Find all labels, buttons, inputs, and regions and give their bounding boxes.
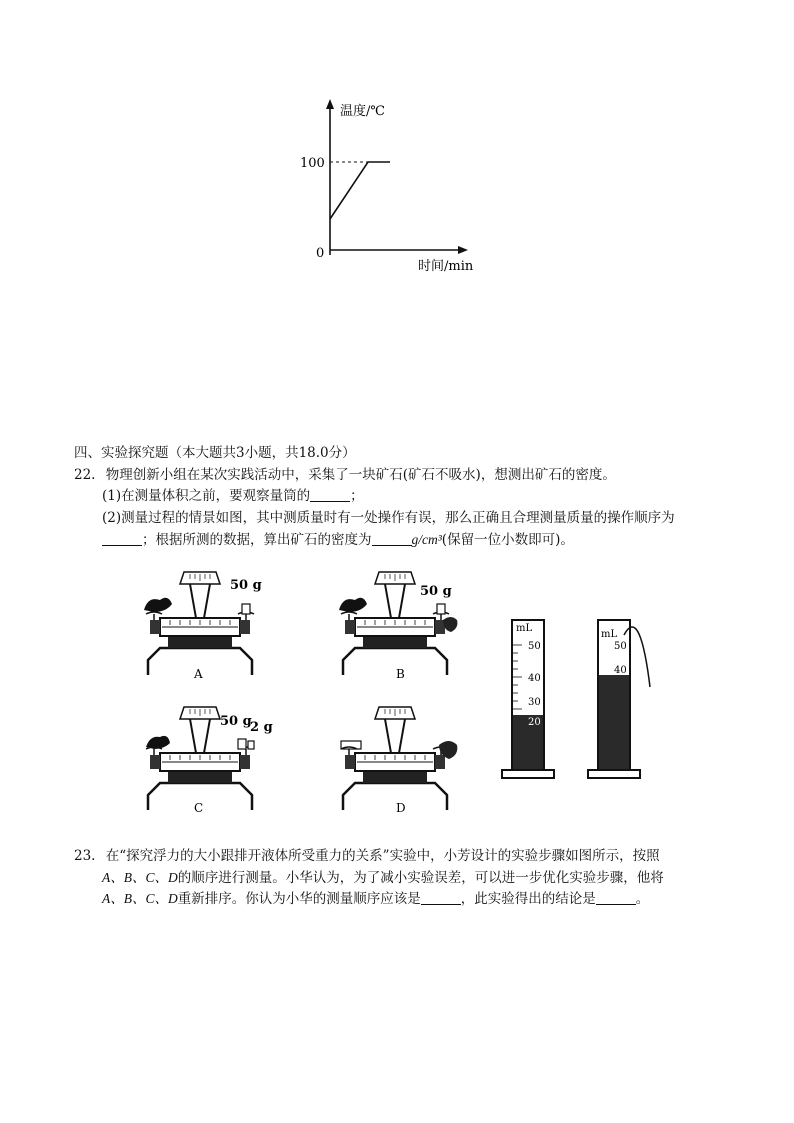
figure-a-label: A — [194, 667, 203, 681]
cylinder-1-unit: mL — [516, 623, 533, 634]
hand-icon — [443, 617, 457, 632]
figure-c-label: C — [194, 801, 204, 815]
density-unit: g/cm³ — [411, 532, 442, 547]
y-tick-100: 100 — [300, 156, 325, 171]
cyl1-tick-40: 40 — [528, 673, 541, 684]
a-weight-label: 50 g — [230, 578, 262, 593]
balance-d — [341, 707, 457, 810]
ore-sample — [146, 736, 170, 749]
q23-line2: A、B、C、D的顺序进行测量。小华认为，为了减小实验误差，可以进一步优化实验步骤，他将 — [102, 870, 664, 886]
cyl2-tick-40: 40 — [614, 665, 627, 676]
q23-line3: A、B、C、D重新排序。你认为小华的测量顺序应该是 ，此实验得出的结论是 。 — [102, 891, 650, 907]
origin-label: 0 — [316, 246, 325, 261]
answer-blank-1[interactable] — [310, 487, 350, 502]
cylinder-2-water — [599, 675, 629, 770]
q23-line1: 23. 在“探究浮力的大小跟排开液体所受重力的关系”实验中，小芳设计的实验步骤如图所示，按照 — [74, 848, 660, 864]
x-axis-label: 时间/min — [418, 259, 474, 274]
cyl1-tick-50: 50 — [528, 641, 541, 652]
temperature-curve — [330, 162, 390, 219]
q22-part2-line1: (2)测量过程的情景如图，其中测质量时有一处操作有误，那么正确且合理测量质量的操作顺序为 — [102, 510, 675, 526]
cyl2-tick-50: 50 — [614, 641, 627, 652]
section-heading: 四、实验探究题（本大题共3小题，共18.0分） — [74, 445, 356, 461]
cyl1-tick-20: 20 — [528, 717, 541, 728]
q22-stem-text: 物理创新小组在某次实践活动中，采集了一块矿石(矿石不吸水)，想测出矿石的密度。 — [105, 467, 616, 483]
answer-blank-5[interactable] — [596, 890, 636, 905]
c-weight-label-2: 2 g — [250, 720, 273, 735]
b-weight-label: 50 g — [420, 584, 452, 599]
q22-part1: (1)在测量体积之前，要观察量筒的 ； — [102, 488, 364, 504]
y-axis-label: 温度/℃ — [340, 104, 385, 119]
answer-blank-4[interactable] — [421, 890, 461, 905]
q22-number: 22. — [74, 467, 96, 483]
temperature-time-graph — [290, 95, 500, 275]
answer-blank-2[interactable] — [102, 531, 142, 546]
ore-sample — [144, 598, 172, 612]
q22-part2-line2: ；根据所测的数据，算出矿石的密度为 g/cm³(保留一位小数即可)。 — [102, 529, 574, 551]
figure-d-label: D — [396, 801, 406, 815]
figure-b-label: B — [396, 667, 405, 681]
x-axis — [330, 246, 468, 254]
cylinder-2-unit: mL — [601, 629, 618, 640]
ore-sample — [339, 598, 367, 612]
cyl1-tick-30: 30 — [528, 697, 541, 708]
q22-figure — [130, 565, 670, 820]
q22-stem — [74, 465, 616, 486]
y-axis — [326, 99, 334, 255]
answer-blank-3[interactable] — [372, 531, 412, 546]
q23-number: 23. — [74, 848, 96, 864]
c-weight-label-50: 50 g — [220, 714, 252, 729]
